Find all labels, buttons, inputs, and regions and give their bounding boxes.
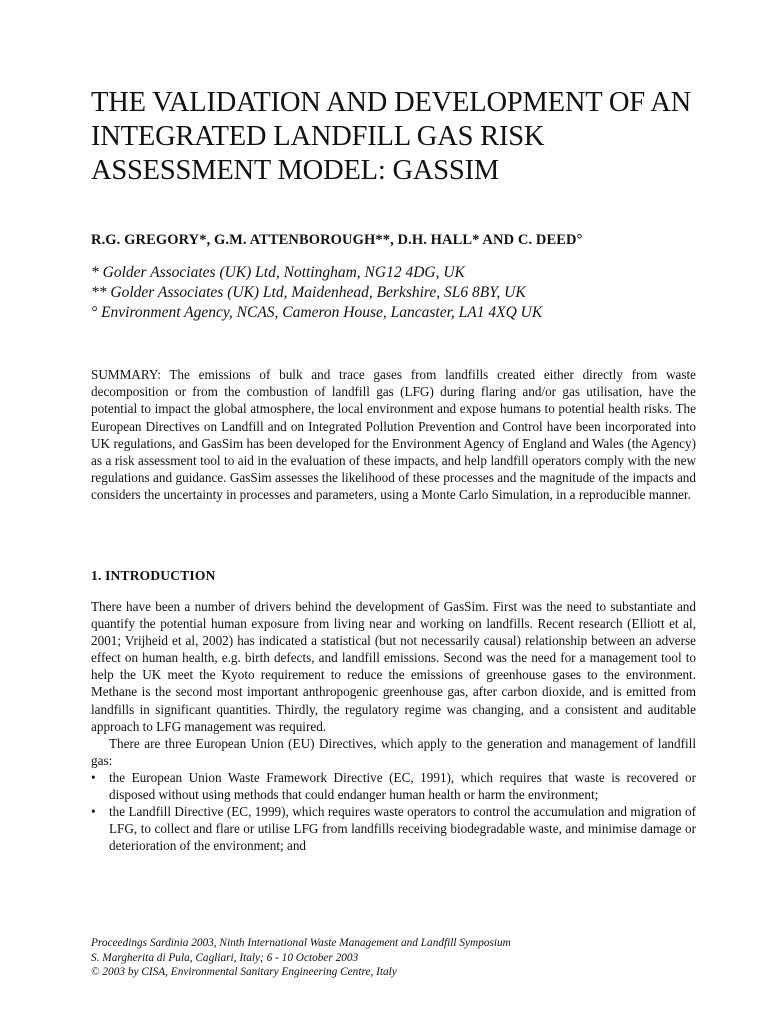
bullet-item (91, 769, 696, 803)
directive-bullet-list (91, 769, 696, 854)
affiliation-item: ** Golder Associates (UK) Ltd, Maidenhead, Berkshire, SL6 8BY, UK (91, 284, 526, 301)
introduction-body (91, 598, 696, 854)
bullet-icon: • (91, 769, 96, 785)
paper-page (91, 0, 696, 1024)
footer-line: S. Margherita di Pula, Cagliari, Italy; 6 - 10 October 2003 (91, 951, 359, 964)
affiliation-item: * Golder Associates (UK) Ltd, Nottingham, NG12 4DG, UK (91, 264, 465, 281)
bullet-item (91, 803, 696, 854)
body-paragraph: There are three European Union (EU) Directives, which apply to the generation and management of landfill gas: (91, 735, 696, 768)
paper-title: THE VALIDATION AND DEVELOPMENT OF AN INTEGRATED LANDFILL GAS RISK ASSESSMENT MODEL: GASSIM (91, 87, 692, 186)
bullet-icon: • (91, 804, 96, 820)
proceedings-footer (91, 936, 511, 980)
footer-line: Proceedings Sardinia 2003, Ninth International Waste Management and Landfill Symposium (91, 937, 511, 949)
body-paragraph: There have been a number of drivers behind the development of GasSim. First was the need to substantiate and quantify the potential human exposure from living near and working on landfills. Recent research (Elliott et al, 2001; Vrijheid et al, 2002) has indicated a statistical (but not necessarily causal) relationship between an adverse effect on human health, e.g. birth defects, and landfill emissions. Second was the need for a management tool to help the UK meet the Kyoto requirement to reduce the emissions of greenhouse gases to the environment. Methane is the second most important anthropogenic greenhouse gas, after carbon dioxide, and is emitted from landfills in significant quantities. Thirdly, the regulatory regime was changing, and a consistent and auditable approach to LFG management was required. (91, 599, 696, 734)
bullet-text: the European Union Waste Framework Directive (EC, 1991), which requires that waste is recovered or disposed without using methods that could endanger human health or harm the environment; (109, 769, 696, 803)
bullet-text: the Landfill Directive (EC, 1999), which requires waste operators to control the accumulation and migration of LFG, to collect and flare or utilise LFG from landfills receiving biodegradable waste, and minimise damage or deterioration of the environment; and (109, 804, 696, 854)
section-heading-introduction: 1. INTRODUCTION (91, 568, 216, 583)
affiliation-list (91, 263, 542, 323)
footer-line: © 2003 by CISA, Environmental Sanitary Engineering Centre, Italy (91, 966, 397, 978)
affiliation-item: ° Environment Agency, NCAS, Cameron House, Lancaster, LA1 4XQ UK (91, 304, 543, 321)
summary-abstract: SUMMARY: The emissions of bulk and trace gases from landfills created either directly from waste decomposition or from the combustion of landfill gas (LFG) during flaring and/or gas utilisation, have the potential to impact the global atmosphere, the local environment and expose humans to potential health risks. The European Directives on Landfill and on Integrated Pollution Prevention and Control have been incorporated into UK regulations, and GasSim has been developed for the Environment Agency of England and Wales (the Agency) as a risk assessment tool to aid in the evaluation of these impacts, and help landfill operators comply with the new regulations and guidance. GasSim assesses the likelihood of these processes and the magnitude of the impacts and considers the uncertainty in processes and parameters, using a Monte Carlo Simulation, in a reproducible manner. (91, 367, 696, 503)
author-list: R.G. GREGORY*, G.M. ATTENBOROUGH**, D.H. HALL* AND C. DEED° (91, 232, 583, 248)
